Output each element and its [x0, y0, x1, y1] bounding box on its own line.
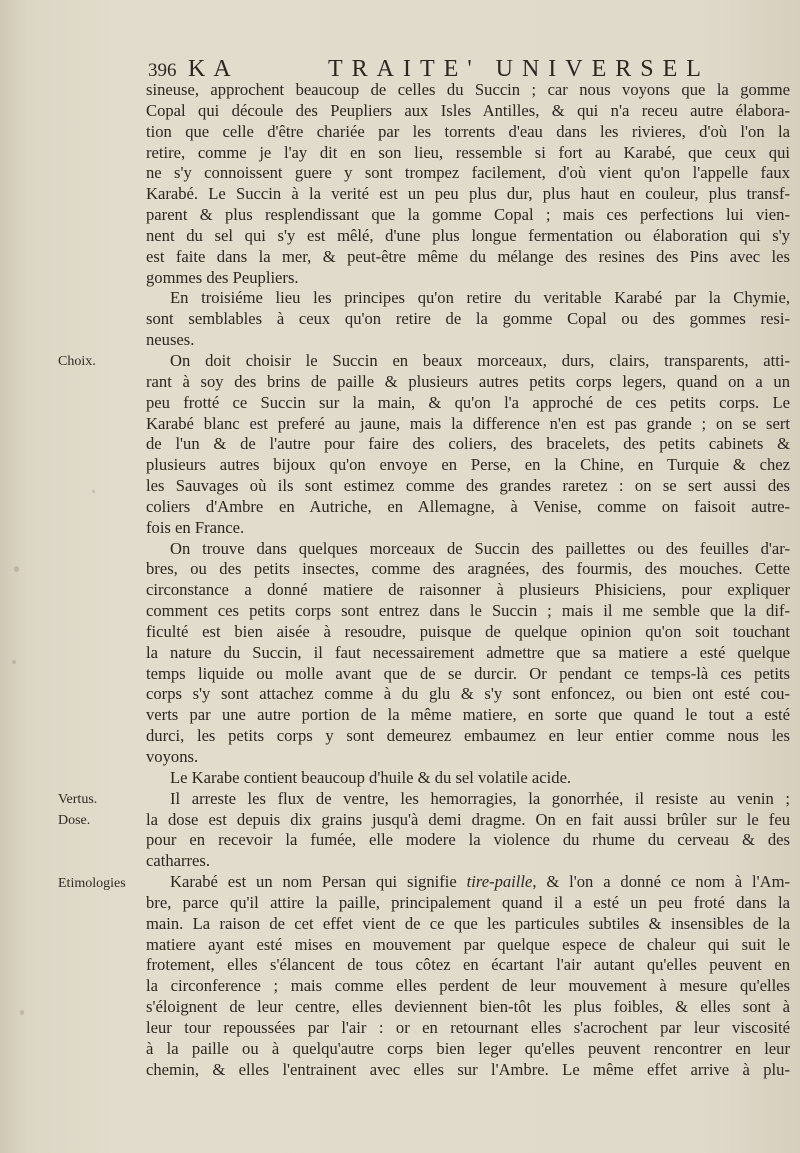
text-line: rant à soy des brins de paille & plusieurs autres petits corps legers, quand on a un	[146, 371, 790, 391]
text-line: ficulté est bien aisée à resoudre, puisque de quelque opinion qu'on soit touchant	[146, 621, 790, 641]
text-line: circonstance a donné matiere de raisonner à plusieurs Phisiciens, pour expliquer	[146, 580, 790, 600]
text-line: s'éloignent de leur centre, elles deviennent bien-tôt les plus foibles, & elles sont à	[146, 997, 790, 1017]
text-line: sont semblables à ceux qu'on retire de la gomme Copal ou des gommes resi-	[146, 309, 790, 329]
margin-note-choix: Choix.	[58, 354, 96, 369]
text-line: ne s'y connoissent guere y sont trompez facilement, d'où vient qu'on l'appelle faux	[146, 163, 790, 183]
text-line: parent & plus resplendissant que la gomme Copal ; mais ces perfections lui vien-	[146, 205, 790, 225]
text-line: nent du sel qui s'y est mêlé, d'une plus longue fermentation ou élaboration qui s'y	[146, 225, 790, 245]
etymology-line	[146, 872, 790, 893]
etymology-start: Karabé est un nom Persan qui signifie	[170, 872, 457, 892]
text-line: bre, parce qu'il attire la paille, principalement quand il a esté un peu froté dans la	[146, 892, 790, 912]
text-line: On doit choisir le Succin en beaux morceaux, durs, clairs, transparents, atti-	[170, 350, 790, 370]
text-line: plusieurs autres bijoux qu'on envoye en Perse, en la Chine, en Turquie & chez	[146, 455, 790, 475]
text-line: pour en recevoir la fumée, elle modere la violence du rhume du cerveau & des	[146, 830, 790, 850]
header-title: TRAITE' UNIVERSEL	[328, 56, 710, 82]
text-line: neuses.	[146, 330, 195, 350]
text-line: Le Karabe contient beaucoup d'huile & du sel volatile acide.	[170, 767, 572, 787]
margin-note-etimologies: Etimologies	[58, 876, 126, 891]
text-line: En troisiéme lieu les principes qu'on retire du veritable Karabé par la Chymie,	[170, 288, 790, 308]
text-line: On trouve dans quelques morceaux de Succin des paillettes ou des feuilles d'ar-	[170, 538, 790, 558]
page-number: 396	[148, 60, 177, 81]
text-line: comment ces petits corps sont entrez dans le Succin ; mais il me semble que la dif-	[146, 601, 790, 621]
text-line: Il arreste les flux de ventre, les hemorragies, la gonorrhée, il resiste au venin ;	[170, 788, 790, 808]
text-line: fois en France.	[146, 517, 245, 537]
text-line: main. La raison de cet effet vient de ce que les particules subtiles & insensibles de la	[146, 913, 790, 933]
paper-speck	[14, 566, 19, 572]
text-line: retire, comme je l'ay dit en son lieu, ressemble si fort au Karabé, que ceux qui	[146, 142, 790, 162]
text-line: temps liquide ou molle avant que de se durcir. Or pendant ce temps-là ces petits	[146, 663, 790, 683]
text-line: la circonference ; mais comme elles perdent de leur mouvement à mesure qu'elles	[146, 976, 790, 996]
text-line: la nature du Succin, il faut necessairement admettre que sa matiere a esté quelque	[146, 642, 790, 662]
text-line: tion que celle d'être chariée par les torrents d'eau dans les rivieres, d'où l'on la	[146, 121, 790, 141]
text-line: sineuse, approchent beaucoup de celles du Succin ; car nous voyons que la gomme	[146, 80, 790, 99]
text-line: Karabé blanc est preferé au jaune, mais la difference n'en est pas grande ; on se sert	[146, 413, 790, 433]
header-section-letters: KA	[188, 56, 239, 82]
etymology-italic-term: tire-paille	[466, 872, 533, 892]
text-line: catharres.	[146, 851, 211, 871]
text-line: gommes des Peupliers.	[146, 267, 299, 287]
text-line: coliers d'Ambre en Autriche, en Allemagne, à Venise, comme on faisoit autre-	[146, 496, 790, 516]
paper-speck	[92, 490, 95, 493]
text-line: peu frotté ce Succin sur la main, & qu'on l'a approché de ces petits corps. Le	[146, 392, 790, 412]
text-line: bres, ou des petits insectes, comme des aragnées, des fourmis, des mouches. Cette	[146, 559, 790, 579]
text-line: Copal qui découle des Peupliers aux Isles Antilles, & qui n'a receu autre élabora-	[146, 100, 790, 120]
text-line: la dose est depuis dix grains jusqu'à demi dragme. On en fait aussi brûler sur le feu	[146, 809, 790, 829]
main-text	[146, 80, 790, 1081]
text-line: à la paille ou à quelqu'autre corps bien leger qu'elles peuvent rencontrer en leur	[146, 1038, 790, 1058]
etymology-end: , & l'on a donné ce nom à l'Am-	[532, 872, 790, 892]
text-line: corps s'y sont attachez comme à du glu & s'y sont enfoncez, ou bien ont esté cou-	[146, 684, 790, 704]
text-line: leur tour repoussées par l'air : or en retournant elles s'acrochent par leur viscosité	[146, 1017, 790, 1037]
text-line: Karabé. Le Succin à la verité est un peu plus dur, plus haut en couleur, plus transf-	[146, 184, 790, 204]
text-line: voyons.	[146, 747, 199, 766]
text-line: est faite dans la mer, & peut-être même du mélange des resines des Pins avec les	[146, 246, 790, 266]
text-line: les Sauvages où ils sont estimez comme des grandes raretez : on se sert aussi des	[146, 476, 790, 496]
text-line: verts par une autre portion de la même matiere, en sorte que quand le tout a esté	[146, 705, 790, 725]
text-line: durci, les petits corps y sont demeurez embaumez en leur entier comme nous les	[146, 726, 790, 746]
paper-speck	[12, 660, 16, 664]
margin-note-dose: Dose.	[58, 813, 91, 828]
text-line: frotement, elles s'élancent de tous côtez en écartant l'air autant qu'elles peuvent en	[146, 955, 790, 975]
text-line: chemin, & elles l'entrainent avec elles sur l'Ambre. Le même effet arrive à plu-	[146, 1059, 790, 1079]
paper-speck	[20, 1010, 24, 1015]
margin-note-vertus: Vertus.	[58, 792, 98, 807]
text-line: matiere ayant esté mises en mouvement par quelque espece de chaleur qui suit le	[146, 934, 790, 954]
text-line: de l'un & de l'autre pour faire des coliers, des bracelets, des petits cabinets &	[146, 434, 790, 454]
